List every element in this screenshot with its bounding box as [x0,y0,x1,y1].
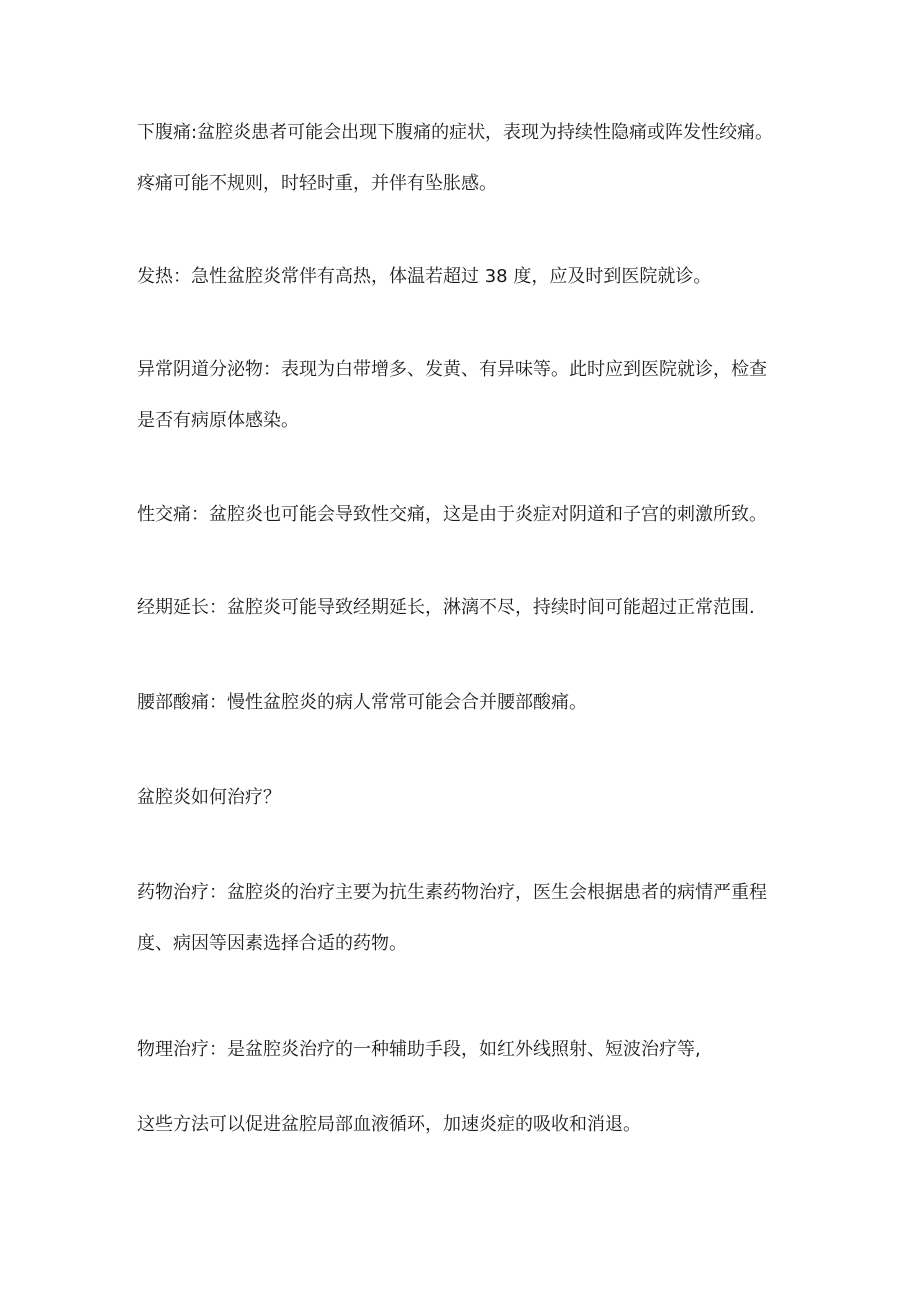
paragraph-abnormal-discharge-line-2: 是否有病原体感染。 [137,410,299,431]
paragraph-dyspareunia: 性交痛：盆腔炎也可能会导致性交痛，这是由于炎症对阴道和子宫的刺激所致。 [137,504,767,525]
section-heading-treatment: 盆腔炎如何治疗？ [137,787,281,808]
paragraph-lower-abdominal-pain-line-2: 疼痛可能不规则，时轻时重，并伴有坠胀感。 [137,173,497,194]
paragraph-drug-treatment-line-2: 度、病因等因素选择合适的药物。 [137,933,407,954]
paragraph-fever: 发热：急性盆腔炎常伴有高热，体温若超过 38 度，应及时到医院就诊。 [137,266,712,287]
paragraph-drug-treatment-line-1: 药物治疗：盆腔炎的治疗主要为抗生素药物治疗，医生会根据患者的病情严重程 [137,882,767,903]
paragraph-prolonged-menstruation: 经期延长：盆腔炎可能导致经期延长，淋漓不尽，持续时间可能超过正常范围. [137,597,755,618]
paragraph-lower-abdominal-pain-line-1: 下腹痛:盆腔炎患者可能会出现下腹痛的症状，表现为持续性隐痛或阵发性绞痛。 [137,122,774,143]
paragraph-physical-therapy-continued: 这些方法可以促进盆腔局部血液循环，加速炎症的吸收和消退。 [137,1114,641,1135]
paragraph-abnormal-discharge-line-1: 异常阴道分泌物：表现为白带增多、发黄、有异味等。此时应到医院就诊，检查 [137,359,767,380]
paragraph-lower-back-pain: 腰部酸痛：慢性盆腔炎的病人常常可能会合并腰部酸痛。 [137,692,587,713]
paragraph-physical-therapy: 物理治疗：是盆腔炎治疗的一种辅助手段，如红外线照射、短波治疗等, [137,1039,701,1060]
